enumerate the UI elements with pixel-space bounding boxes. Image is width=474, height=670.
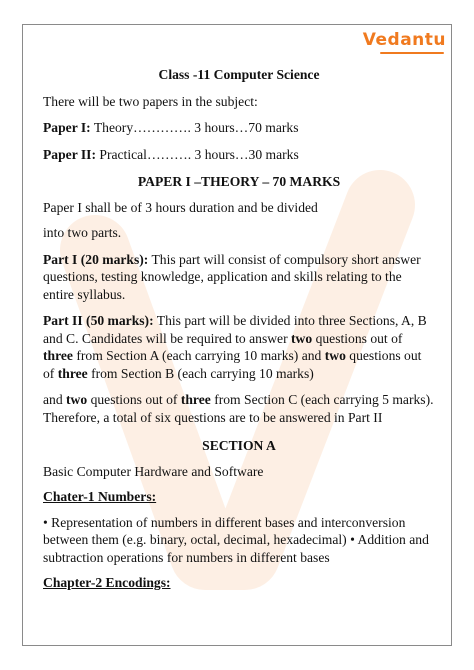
vedantu-logo: Vedantu: [362, 30, 446, 50]
duration-line-1: Paper I shall be of 3 hours duration and be divided: [43, 199, 318, 215]
section-a-heading: SECTION A: [202, 438, 276, 453]
emphasis-text: two: [291, 330, 313, 346]
part1-text: This part will consist of compulsory short answer questions, testing knowledge, application and skills relating to the entire syllabus.: [43, 251, 421, 302]
paper-heading: PAPER I –THEORY – 70 MARKS: [137, 174, 341, 189]
paper1-label: Paper I:: [43, 120, 91, 135]
duration-line-2: into two parts.: [43, 225, 122, 240]
part2-text: from Section A (each carrying 10 marks) and: [72, 348, 325, 363]
paper2-text: Practical………. 3 hours…30 marks: [96, 146, 299, 162]
intro-text: There will be two papers in the subject:: [43, 93, 258, 109]
emphasis-text: two: [66, 392, 88, 407]
paper1-text: Theory…………. 3 hours…70 marks: [90, 120, 299, 135]
part2-text: questions out of: [43, 348, 422, 381]
paper2-line: [43, 146, 435, 164]
chapter1-text: • Representation of numbers in different bases and interconversion between them (e.g. binary, octal, decimal, hexadecimal) • Addition and subtraction operations for numbers in different bases: [43, 514, 429, 565]
part2-continued-paragraph: [43, 391, 435, 426]
part2-label: Part II (50 marks):: [43, 313, 154, 328]
document-body: [43, 66, 435, 592]
paper2-label: Paper II:: [43, 146, 96, 162]
part2-text: This part will be divided into three Sections, A, B and C. Candidates will be required to answer: [43, 313, 427, 346]
emphasis-text: three: [180, 392, 211, 407]
part1-label: Part I (20 marks):: [43, 251, 149, 267]
part2-text: questions out of: [87, 392, 181, 407]
emphasis-text: two: [324, 348, 346, 363]
part2-paragraph: [43, 312, 435, 382]
part2-text: questions out of: [312, 330, 403, 346]
chapter2-heading: Chapter-2 Encodings:: [43, 575, 171, 590]
chapter1-heading: Chater-1 Numbers:: [43, 489, 157, 504]
page-title: Class -11 Computer Science: [158, 67, 320, 82]
part1-paragraph: [43, 251, 435, 304]
emphasis-text: three: [43, 348, 73, 363]
paper1-line: [43, 119, 435, 137]
emphasis-text: three: [57, 365, 88, 381]
logo-underline: [380, 52, 444, 54]
part2-text: from Section B (each carrying 10 marks): [87, 365, 314, 381]
section-a-subtitle: Basic Computer Hardware and Software: [43, 463, 264, 479]
part2-text: from Section C (each carrying 5 marks). Therefore, a total of six questions are to be answered in Part II: [43, 392, 434, 425]
part2-text: and: [43, 392, 67, 407]
